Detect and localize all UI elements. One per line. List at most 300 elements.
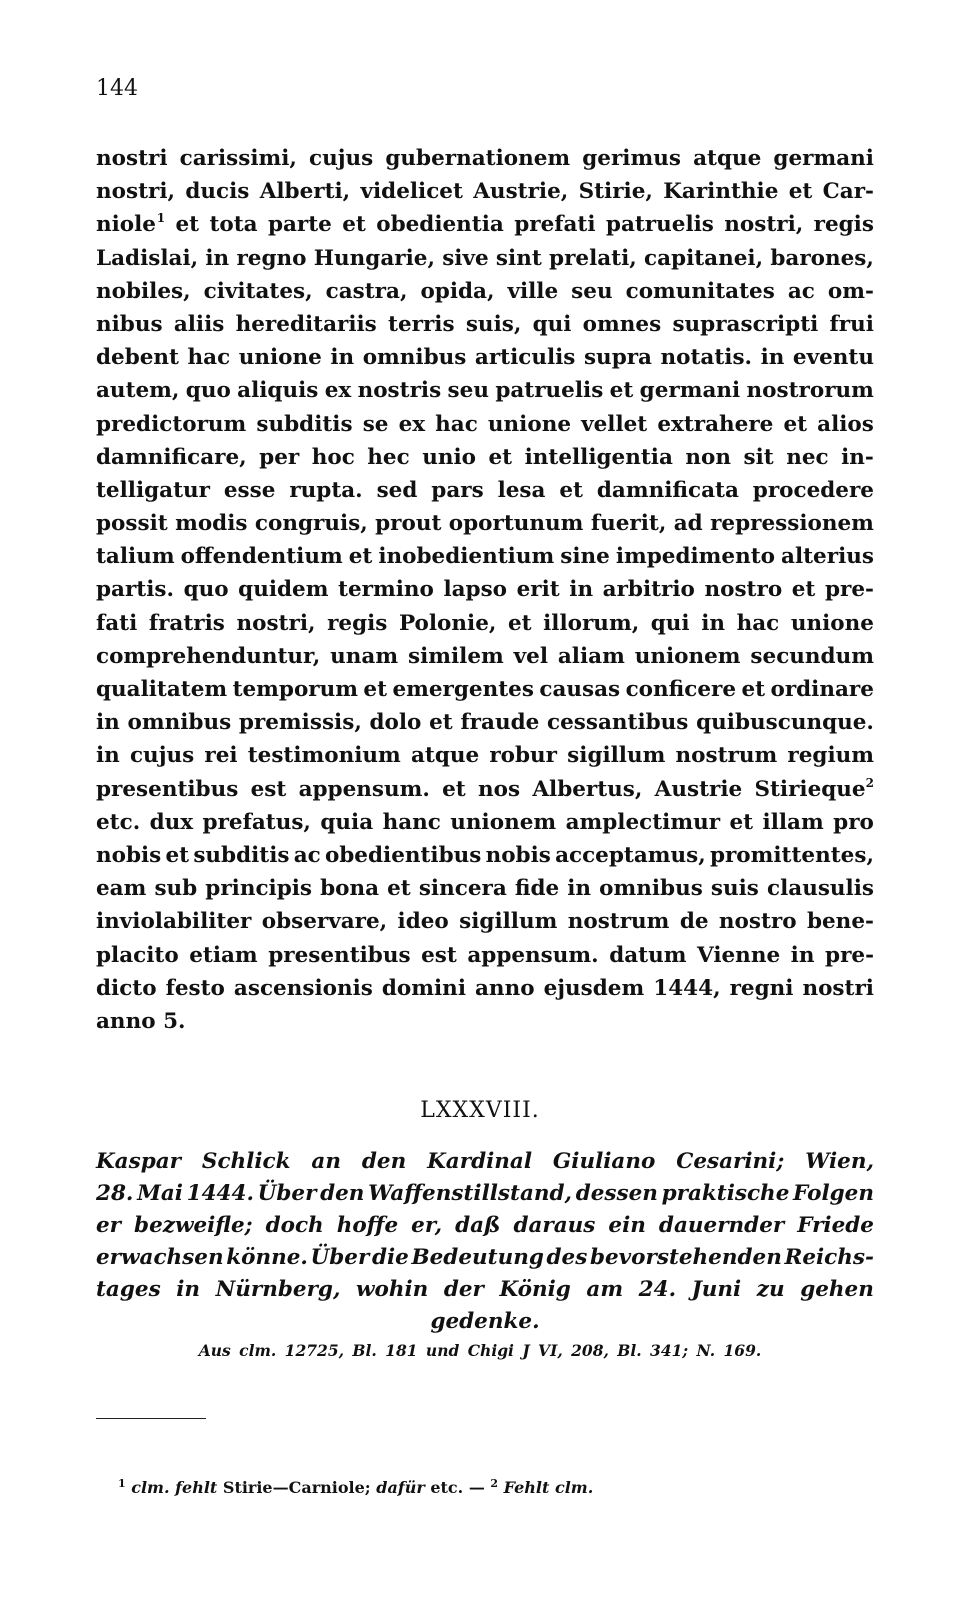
word: quo [183, 577, 229, 603]
word: opida, [420, 278, 495, 304]
word: ordinare [770, 677, 874, 702]
word: suis, [465, 311, 522, 337]
word: aliquis [237, 378, 319, 404]
word: nostri, [236, 610, 316, 636]
word: regni [729, 975, 794, 1001]
word: supra [583, 345, 652, 371]
charter-text-line [96, 175, 874, 208]
charter-text-line [96, 408, 874, 441]
document-number-heading: LXXXVIII. [420, 1098, 540, 1123]
word: nobiles, [96, 278, 191, 304]
word: etiam [189, 942, 258, 968]
word: bona [320, 876, 380, 902]
word: nostri [802, 975, 874, 1001]
word: vellet [581, 411, 648, 437]
word: Stirie, [578, 179, 653, 205]
word: partis. [96, 577, 174, 603]
word: lapso [443, 577, 508, 603]
word: qui [532, 311, 572, 337]
word: prout [375, 511, 442, 537]
word: nostrum [675, 743, 778, 769]
word: gerimus [582, 146, 681, 171]
word: et [609, 378, 634, 404]
word: et [175, 212, 200, 238]
word: der [443, 1277, 484, 1302]
word: dux [149, 809, 194, 835]
source-note: Aus clm. 12725, Bl. 181 und Chigi J VI, 208, Bl. 341; N. 169. [198, 1341, 762, 1360]
word: secundum [750, 643, 874, 669]
word: gedenke. [430, 1309, 540, 1334]
word: et [788, 179, 813, 205]
word: in- [841, 444, 874, 470]
word: hac [736, 610, 780, 636]
word: et [429, 710, 453, 736]
word: eventu [792, 345, 874, 371]
word: er, [411, 1213, 443, 1238]
word: rupta. [289, 477, 363, 503]
regest-line [96, 1306, 874, 1338]
word: sincera [418, 876, 507, 902]
word: patruelis [495, 378, 604, 404]
word: ex [398, 411, 426, 437]
word: eam [96, 876, 147, 902]
word: pre- [824, 577, 874, 603]
word: Nürnberg, [215, 1277, 341, 1302]
word: Schlick [201, 1149, 291, 1174]
word: om- [827, 278, 874, 304]
word: fide [514, 876, 560, 902]
word: acceptamus, [555, 842, 706, 868]
word: quibuscunque. [696, 710, 874, 736]
word: die [371, 1245, 409, 1270]
word: hac [435, 411, 478, 437]
word: quia [320, 809, 374, 835]
word: ducis [185, 179, 250, 205]
word: ad [673, 511, 703, 537]
word: omnibus [362, 345, 467, 371]
word: nec [786, 444, 829, 470]
footnote-1-etc: etc. [430, 1478, 464, 1497]
word: talium [96, 544, 175, 570]
word: observare, [261, 909, 388, 935]
word: emergentes [392, 677, 534, 702]
word: arbitrio [602, 577, 695, 603]
word: nobis [96, 842, 162, 868]
word: articulis [474, 345, 576, 371]
word: nostro [718, 909, 797, 935]
word: wohin [356, 1277, 429, 1302]
footnote-1-dafuer: dafür [376, 1478, 425, 1497]
charter-text-line [96, 374, 874, 407]
word: inviolabiliter [96, 909, 252, 935]
word: in [176, 1277, 201, 1302]
word: presentibus [96, 776, 239, 802]
charter-text-line [96, 1005, 874, 1038]
word: anno [475, 975, 535, 1001]
footnote-ref: 1 [156, 211, 166, 226]
word: 1444, [653, 975, 721, 1001]
word: causas [539, 677, 621, 702]
word: et [363, 677, 388, 702]
word: possit [96, 511, 168, 537]
word: fratris [148, 610, 225, 636]
word: dauernder [658, 1213, 785, 1238]
word: in [330, 345, 355, 371]
charter-text-line [96, 142, 874, 175]
word: cessantibus [547, 710, 689, 736]
word: unam [330, 643, 399, 669]
word: an [311, 1149, 341, 1174]
word: 24. [638, 1277, 677, 1302]
word: cujus [309, 146, 374, 171]
word: placito [96, 942, 179, 968]
word: datum [609, 942, 687, 968]
word: regium [787, 743, 874, 769]
word: hec [367, 444, 410, 470]
word: nostrum [567, 909, 670, 935]
charter-text-line [96, 972, 874, 1005]
word: capitanei, [644, 245, 764, 271]
word: fuerit, [590, 511, 667, 537]
word: atque [693, 146, 762, 171]
word: est [250, 776, 287, 802]
word: ejusdem [543, 975, 645, 1001]
word: illorum, [543, 610, 640, 636]
footnote-1-text: Stirie—Carniole; [222, 1478, 371, 1497]
word: nobis [485, 842, 551, 868]
word: quidem [238, 577, 329, 603]
word: se [362, 411, 389, 437]
word: appensum. [298, 776, 430, 802]
word: civitates, [203, 278, 313, 304]
word: Car- [822, 179, 874, 205]
word: videlicet [360, 179, 463, 205]
word: ideo [397, 909, 449, 935]
word: niole [96, 212, 156, 238]
word: ascensionis [233, 975, 373, 1001]
footnote-marker-2: 2 [490, 1477, 499, 1490]
word: nibus [96, 311, 163, 337]
charter-text-line [96, 839, 874, 872]
word: premissis, [238, 710, 362, 736]
word: et [342, 212, 366, 238]
word: in [760, 345, 785, 371]
word: unione [790, 610, 874, 636]
word: atque [410, 743, 480, 769]
word: est [421, 942, 457, 968]
word: procedere [752, 477, 874, 503]
word: regis [813, 212, 874, 238]
word: sint [495, 245, 542, 271]
word: dicto [96, 975, 157, 1001]
charter-text-line [96, 242, 874, 275]
word: alios [817, 411, 874, 437]
word: prefati [514, 212, 596, 238]
word: pre- [825, 942, 874, 968]
charter-text-line [96, 640, 874, 673]
word: praktische [661, 1181, 790, 1206]
word: et [559, 477, 583, 503]
word: Friede [797, 1213, 874, 1238]
word: Kaspar [96, 1149, 182, 1174]
word: nostri, [724, 212, 804, 238]
word: seu [447, 378, 489, 404]
word: Ladislai, [96, 245, 199, 271]
word: fati [96, 610, 138, 636]
word: 28. [96, 1181, 134, 1206]
word: patruelis [605, 212, 714, 238]
word: non [685, 444, 732, 470]
word: et [507, 610, 532, 636]
word: per [259, 444, 300, 470]
charter-text-line [96, 507, 874, 540]
word: damnificare, [96, 444, 247, 470]
word: daraus [513, 1213, 596, 1238]
word: notatis. [660, 345, 753, 371]
word: ville [507, 278, 559, 304]
word: damnificata [596, 477, 739, 503]
word: festo [165, 975, 225, 1001]
word: suis [710, 876, 759, 902]
word: hac [187, 345, 231, 371]
regest-line [96, 1210, 874, 1242]
word: unio [422, 444, 476, 470]
charter-text-line [96, 607, 874, 640]
word: unionem [634, 643, 741, 669]
word: sigillum [459, 909, 558, 935]
word: lesa [497, 477, 546, 503]
word: Über [310, 1245, 370, 1270]
word: testimonium [247, 743, 401, 769]
word: nostris [357, 378, 442, 404]
word: prefatus, [202, 809, 311, 835]
word: des [546, 1245, 588, 1270]
word: regno [236, 245, 307, 271]
word: amplectimur [565, 809, 721, 835]
word: et [348, 544, 373, 570]
word: extrahere [657, 411, 774, 437]
word: Stirieque$^2$ [754, 775, 874, 802]
word: erit [516, 577, 560, 603]
word: suprascripti [672, 311, 819, 337]
word: gehen [800, 1277, 874, 1302]
word: clausulis [767, 876, 874, 902]
word: zu [756, 1277, 785, 1302]
charter-text-line [96, 208, 874, 241]
word: offendentium [180, 544, 343, 570]
word: appensum. [467, 942, 599, 968]
word: comunitates [625, 278, 775, 304]
word: erwachsen [96, 1245, 224, 1270]
word: nostrorum [746, 378, 874, 404]
charter-text-line [96, 939, 874, 972]
word: ac [787, 278, 815, 304]
footnote-1-fehlt: fehlt [175, 1478, 218, 1497]
word: aliis [173, 311, 225, 337]
footnote-1-siglum: clm. [131, 1478, 170, 1497]
word: carissimi, [179, 146, 297, 171]
word: hoffe [336, 1213, 399, 1238]
word: sigillum [567, 743, 666, 769]
word: König [499, 1277, 571, 1302]
word: nostro [704, 577, 783, 603]
word: Polonie, [398, 610, 497, 636]
word: sine [560, 544, 610, 570]
word: Wien, [805, 1149, 874, 1174]
word: tota [209, 212, 258, 238]
footnote-separator: — [468, 1478, 485, 1497]
word: unione [238, 345, 322, 371]
word: den [320, 1181, 365, 1206]
word: Austrie, [473, 179, 569, 205]
word: tages [96, 1277, 161, 1302]
word: temporum [232, 677, 359, 702]
word: et [165, 842, 190, 868]
word: in [96, 710, 120, 736]
word: esse [223, 477, 276, 503]
footnote-2-text: Fehlt clm. [503, 1478, 594, 1497]
word: parte [267, 212, 332, 238]
word: dessen [575, 1181, 658, 1206]
word: qualitatem [96, 677, 228, 702]
word: repressionem [710, 511, 874, 537]
word: frui [829, 311, 874, 337]
word: terris [388, 311, 455, 337]
word: 1444. [186, 1181, 254, 1206]
charter-text-line [96, 905, 874, 938]
charter-text-line [96, 275, 874, 308]
word: obedientibus [324, 842, 482, 868]
word: Folgen [793, 1181, 874, 1206]
word: dolo [369, 710, 422, 736]
word: principis [205, 876, 313, 902]
word: barones, [770, 245, 874, 271]
word: bevorstehenden [589, 1245, 782, 1270]
regest-line [96, 1178, 874, 1210]
word: Cesarini; [676, 1149, 785, 1174]
word: Kardinal [427, 1149, 533, 1174]
charter-text [96, 142, 874, 1038]
word: Bedeutung [411, 1245, 544, 1270]
word: unionem [450, 809, 557, 835]
word: inobedientium [378, 544, 555, 570]
word: Mai [137, 1181, 183, 1206]
charter-text-line [96, 573, 874, 606]
word: den [361, 1149, 407, 1174]
word: er [96, 1213, 122, 1238]
regest-line [96, 1146, 874, 1178]
page-number: 144 [96, 76, 138, 101]
word: intelligentia [524, 444, 673, 470]
word: pars [431, 477, 484, 503]
word: et [488, 444, 513, 470]
charter-text-line [96, 540, 874, 573]
word: anno [96, 1008, 156, 1034]
word: Karinthie [663, 179, 779, 205]
word: Waffenstillstand, [368, 1181, 573, 1206]
word: hereditariis [235, 311, 377, 337]
word: bezweifle; [134, 1213, 253, 1238]
word: oportunum [448, 511, 584, 537]
word: autem, [96, 378, 180, 404]
word: sit [743, 444, 774, 470]
regest-line [96, 1274, 874, 1306]
word: unione [487, 411, 572, 437]
word: et [387, 876, 411, 902]
charter-text-line [96, 441, 874, 474]
word: omnibus [599, 876, 703, 902]
word: modis [175, 511, 248, 537]
word: rei [204, 743, 238, 769]
word: ein [608, 1213, 646, 1238]
word: am [586, 1277, 624, 1302]
word: doch [265, 1213, 324, 1238]
word: de [679, 909, 709, 935]
footnote-ref: 2 [865, 775, 874, 790]
word: similem [407, 643, 504, 669]
word: 5. [163, 1008, 186, 1034]
word: bene- [806, 909, 874, 935]
word: promittentes, [709, 842, 874, 868]
word: alterius [781, 544, 874, 570]
word: in [205, 245, 230, 271]
word: ex [324, 378, 352, 404]
word: omnes [582, 311, 662, 337]
charter-text-line [96, 872, 874, 905]
word: Juni [691, 1277, 742, 1302]
charter-text-line [96, 739, 874, 772]
charter-text-line [96, 806, 874, 839]
word: Alberti, [259, 179, 351, 205]
word: nostri, [96, 179, 175, 205]
word: comprehenduntur, [96, 643, 321, 669]
charter-text-line [96, 673, 874, 706]
word: in [701, 610, 725, 636]
word: germani [639, 378, 741, 404]
footnotes [118, 1478, 593, 1497]
word: prelati, [549, 245, 637, 271]
charter-text-line [96, 474, 874, 507]
word: telligatur [96, 477, 210, 503]
word: Giuliano [552, 1149, 656, 1174]
word: domini [381, 975, 466, 1001]
word: etc. [96, 809, 141, 835]
word: cujus [129, 743, 195, 769]
word: in [567, 876, 592, 902]
footnote-marker-1: 1 [118, 1477, 126, 1490]
word: robur [489, 743, 558, 769]
word: fraude [460, 710, 540, 736]
word: Hungarie, [313, 245, 435, 271]
word: daß [455, 1213, 501, 1238]
word: könne. [226, 1245, 308, 1270]
word: Austrie [654, 776, 743, 802]
word [157, 208, 165, 241]
word: aliam [557, 643, 625, 669]
word: quo [185, 378, 231, 404]
word: illam [762, 809, 824, 835]
word: debent [96, 345, 179, 371]
word: regis [327, 610, 388, 636]
word: omnibus [127, 710, 232, 736]
word: et [729, 809, 754, 835]
word: subditis [193, 842, 290, 868]
word: termino [338, 577, 434, 603]
word: et [741, 677, 766, 702]
word: nostri [96, 146, 168, 171]
word: Albertus, [532, 776, 643, 802]
word: Über [257, 1181, 317, 1206]
